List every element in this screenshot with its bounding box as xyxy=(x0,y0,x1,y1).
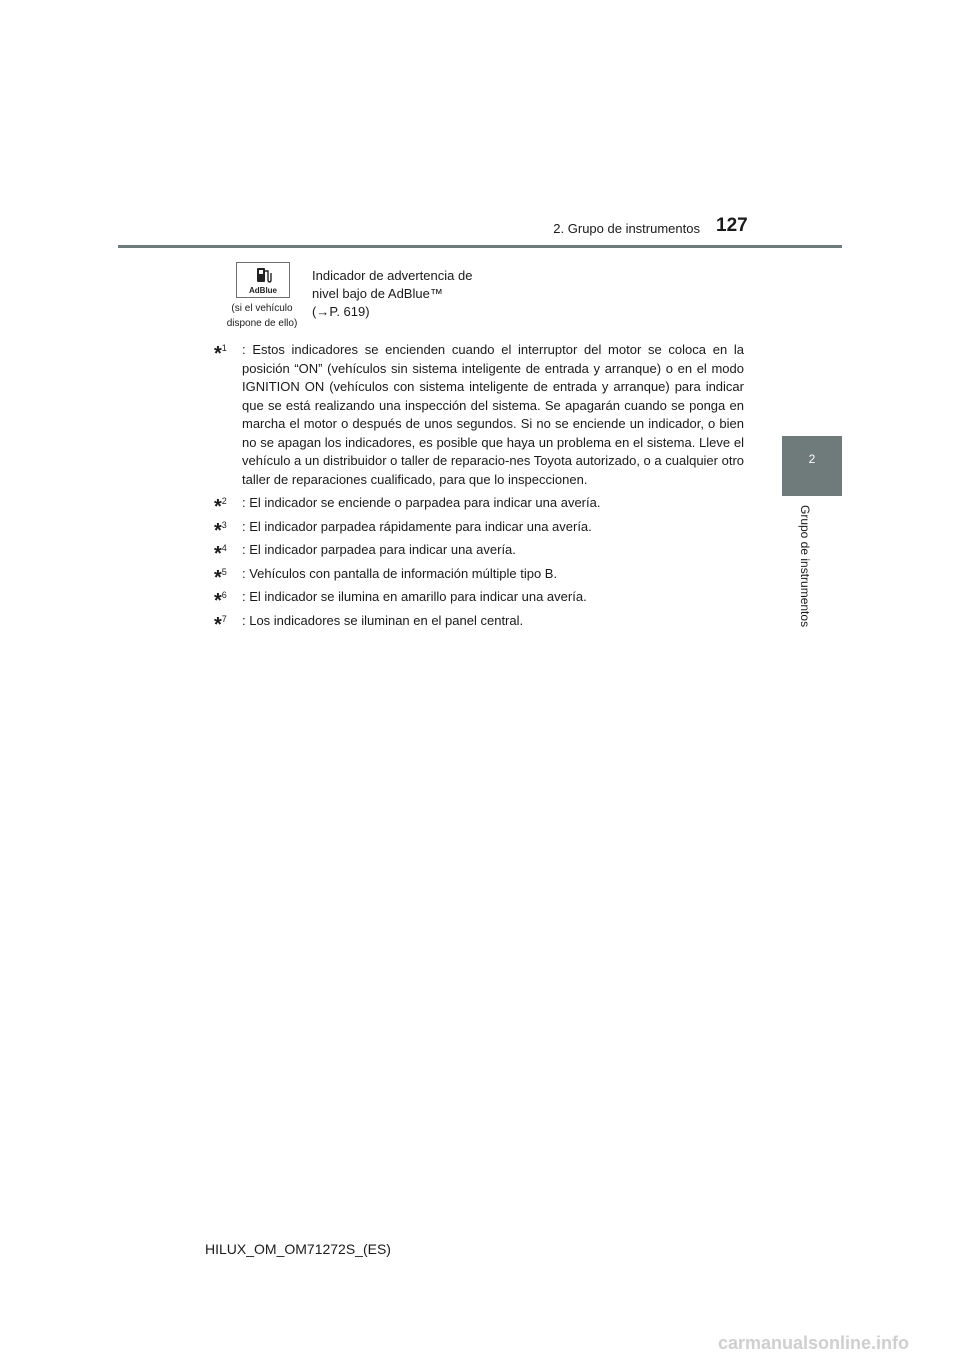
indicator-page-ref: (→P. 619) xyxy=(312,304,370,319)
icon-caption-line1: (si el vehículo xyxy=(231,303,293,314)
chapter-label: Grupo de instrumentos xyxy=(798,505,812,628)
adblue-icon-text: AdBlue xyxy=(249,286,277,295)
footnote-marker: *$^2$ xyxy=(214,496,227,518)
header-divider xyxy=(118,245,842,248)
footnote-text: : Los indicadores se iluminan en el panel central. xyxy=(242,612,524,628)
footnote xyxy=(214,612,744,636)
footnote-text: : Estos indicadores se encienden cuando el interruptor del motor se coloca en la posición “ON” (vehículos sin sistema inteligente de entrada y arranque) o en el modo IGNITION ON (vehículos con sistema inteligente de entrada y arranque) para indicar que se está realizando una inspección del sistema. Se apagarán cuando se ponga en marcha el motor o después de unos segundos. Si no se enciende un indicador, o bien no se apagan los indicadores, es posible que haya un problema en el sistema. Lleve el vehículo a un distribuidor o taller de reparacio-nes Toyota autorizado, o a cualquier otro taller de reparaciones cualificado, para que lo inspeccionen. xyxy=(242,342,745,487)
footnote-marker: *$^7$ xyxy=(214,613,227,636)
footnote-marker: *$^3$ xyxy=(214,519,227,542)
watermark: carmanualsonline.info xyxy=(718,1333,910,1353)
footnote xyxy=(214,341,744,489)
footnote xyxy=(214,518,744,542)
footnote-marker: *$^6$ xyxy=(214,590,227,612)
adblue-warning-icon xyxy=(236,262,290,298)
footnote xyxy=(214,588,744,612)
footnote xyxy=(214,565,744,589)
footnote-text: : El indicador parpadea rápidamente para indicar una avería. xyxy=(242,518,592,534)
indicator-description xyxy=(312,267,512,321)
indicator-line2: nivel bajo de AdBlue™ xyxy=(312,286,443,301)
footnote-text: : El indicador parpadea para indicar una avería. xyxy=(242,542,516,557)
footnote-marker: *$^5$ xyxy=(214,566,227,589)
footnote-text: : El indicador se enciende o parpadea para indicar una avería. xyxy=(242,495,601,510)
footnote-text: : Vehículos con pantalla de información múltiple tipo B. xyxy=(242,565,558,581)
footnote xyxy=(214,494,744,518)
section-title: 2. Grupo de instrumentos xyxy=(553,221,700,236)
page-number: 127 xyxy=(716,215,748,236)
indicator-line1: Indicador de advertencia de xyxy=(312,268,473,283)
icon-caption xyxy=(222,301,302,331)
footnotes xyxy=(214,341,744,635)
chapter-tab xyxy=(782,436,842,496)
icon-caption-line2: dispone de ello) xyxy=(226,318,298,329)
footnote-text: : El indicador se ilumina en amarillo para indicar una avería. xyxy=(242,589,587,604)
footnote-marker: *$^4$ xyxy=(214,543,227,565)
footnote-marker: *$^1$ xyxy=(214,343,227,365)
footnote xyxy=(214,541,744,565)
document-id: HILUX_OM_OM71272S_(ES) xyxy=(205,1241,391,1257)
chapter-number: 2 xyxy=(808,452,816,466)
